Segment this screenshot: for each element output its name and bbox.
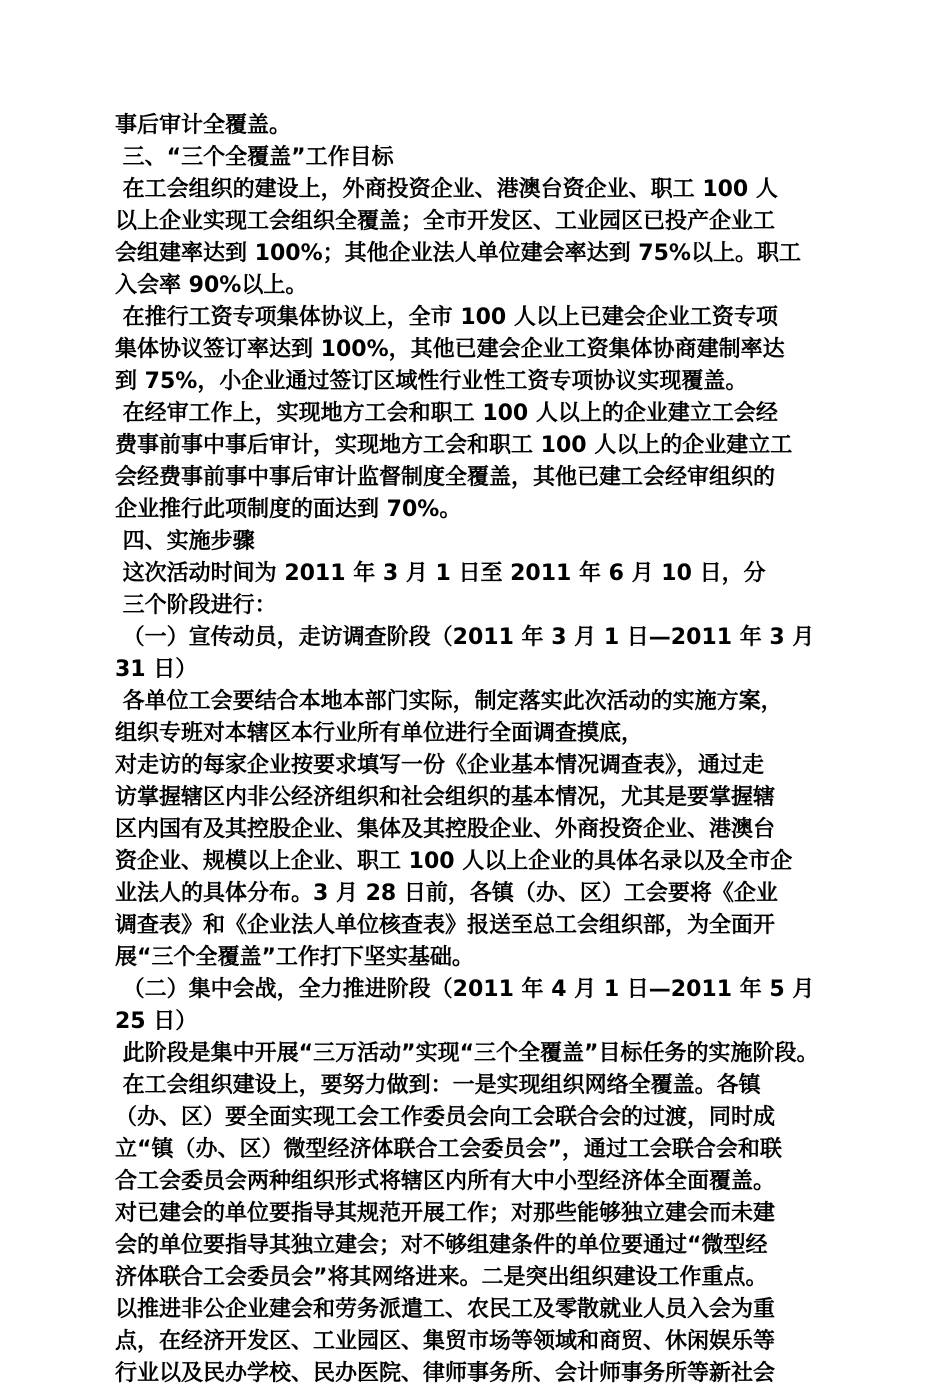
text-line: 费事前事中事后审计，实现地方工会和职工 100 人以上的企业建立工: [115, 433, 793, 458]
text-line: 此阶段是集中开展“三万活动”实现“三个全覆盖”目标任务的实施阶段。: [115, 1041, 819, 1066]
text-line: 在工会组织的建设上，外商投资企业、港澳台资企业、职工 100 人: [115, 177, 778, 202]
text-line: 会组建率达到 100%；其他企业法人单位建会率达到 75%以上。职工: [115, 241, 801, 266]
text-line: 展“三个全覆盖”工作打下坚实基础。: [115, 945, 474, 970]
text-line: 25 日）: [115, 1009, 198, 1034]
text-line: 资企业、规模以上企业、职工 100 人以上企业的具体名录以及全市企: [115, 849, 793, 874]
subsection-heading: （一）宣传动员，走访调查阶段（2011 年 3 月 1 日—2011 年 3 月: [115, 625, 815, 650]
text-line: 会经费事前事中事后审计监督制度全覆盖，其他已建工会经审组织的: [115, 465, 776, 490]
text-line: 入会率 90%以上。: [115, 273, 308, 298]
subsection-heading: （二）集中会战，全力推进阶段（2011 年 4 月 1 日—2011 年 5 月: [115, 977, 815, 1002]
text-line: 企业推行此项制度的面达到 70%。: [115, 497, 462, 522]
text-line: 对走访的每家企业按要求填写一份《企业基本情况调查表》，通过走: [115, 753, 765, 778]
text-line: 事后审计全覆盖。: [115, 113, 292, 138]
text-line: 区内国有及其控股企业、集体及其控股企业、外商投资企业、港澳台: [115, 817, 776, 842]
text-line: 济体联合工会委员会”将其网络进来。二是突出组织建设工作重点。: [115, 1265, 768, 1290]
text-line: 行业以及民办学校、民办医院、律师事务所、会计师事务所等新社会: [115, 1361, 776, 1386]
text-line: 组织专班对本辖区本行业所有单位进行全面调查摸底，: [115, 721, 644, 746]
text-line: 以上企业实现工会组织全覆盖；全市开发区、工业园区已投产企业工: [115, 209, 776, 234]
text-line: 调查表》和《企业法人单位核查表》报送至总工会组织部，为全面开: [115, 913, 776, 938]
text-line: 集体协议签订率达到 100%，其他已建会企业工资集体协商建制率达: [115, 337, 785, 362]
section-heading: 三、“三个全覆盖”工作目标: [115, 145, 394, 170]
section-heading: 四、实施步骤: [115, 529, 255, 554]
body-text: [115, 110, 840, 1390]
text-line: 在经审工作上，实现地方工会和职工 100 人以上的企业建立工会经: [115, 401, 778, 426]
text-line: 各单位工会要结合本地本部门实际，制定落实此次活动的实施方案，: [115, 689, 783, 714]
text-line: 以推进非公企业建会和劳务派遣工、农民工及零散就业人员入会为重: [115, 1297, 776, 1322]
text-line: 对已建会的单位要指导其规范开展工作；对那些能够独立建会而未建: [115, 1201, 776, 1226]
text-line: 点，在经济开发区、工业园区、集贸市场等领域和商贸、休闲娱乐等: [115, 1329, 776, 1354]
text-line: 会的单位要指导其独立建会；对不够组建条件的单位要通过“微型经: [115, 1233, 768, 1258]
text-line: 在推行工资专项集体协议上，全市 100 人以上已建会企业工资专项: [115, 305, 778, 330]
text-line: 在工会组织建设上，要努力做到：一是实现组织网络全覆盖。各镇: [115, 1073, 761, 1098]
text-line: 这次活动时间为 2011 年 3 月 1 日至 2011 年 6 月 10 日，分: [115, 561, 766, 586]
text-line: 到 75%，小企业通过签订区域性行业性工资专项协议实现覆盖。: [115, 369, 748, 394]
text-line: 立“镇（办、区）微型经济体联合工会委员会”，通过工会联合会和联: [115, 1137, 782, 1162]
text-line: 合工会委员会两种组织形式将辖区内所有大中小型经济体全面覆盖。: [115, 1169, 776, 1194]
text-line: （办、区）要全面实现工会工作委员会向工会联合会的过渡，同时成: [115, 1105, 776, 1130]
text-line: 访掌握辖区内非公经济组织和社会组织的基本情况，尤其是要掌握辖: [115, 785, 776, 810]
text-line: 业法人的具体分布。3 月 28 日前，各镇（办、区）工会要将《企业: [115, 881, 778, 906]
text-line: 31 日）: [115, 657, 198, 682]
text-line: 三个阶段进行：: [115, 593, 277, 618]
